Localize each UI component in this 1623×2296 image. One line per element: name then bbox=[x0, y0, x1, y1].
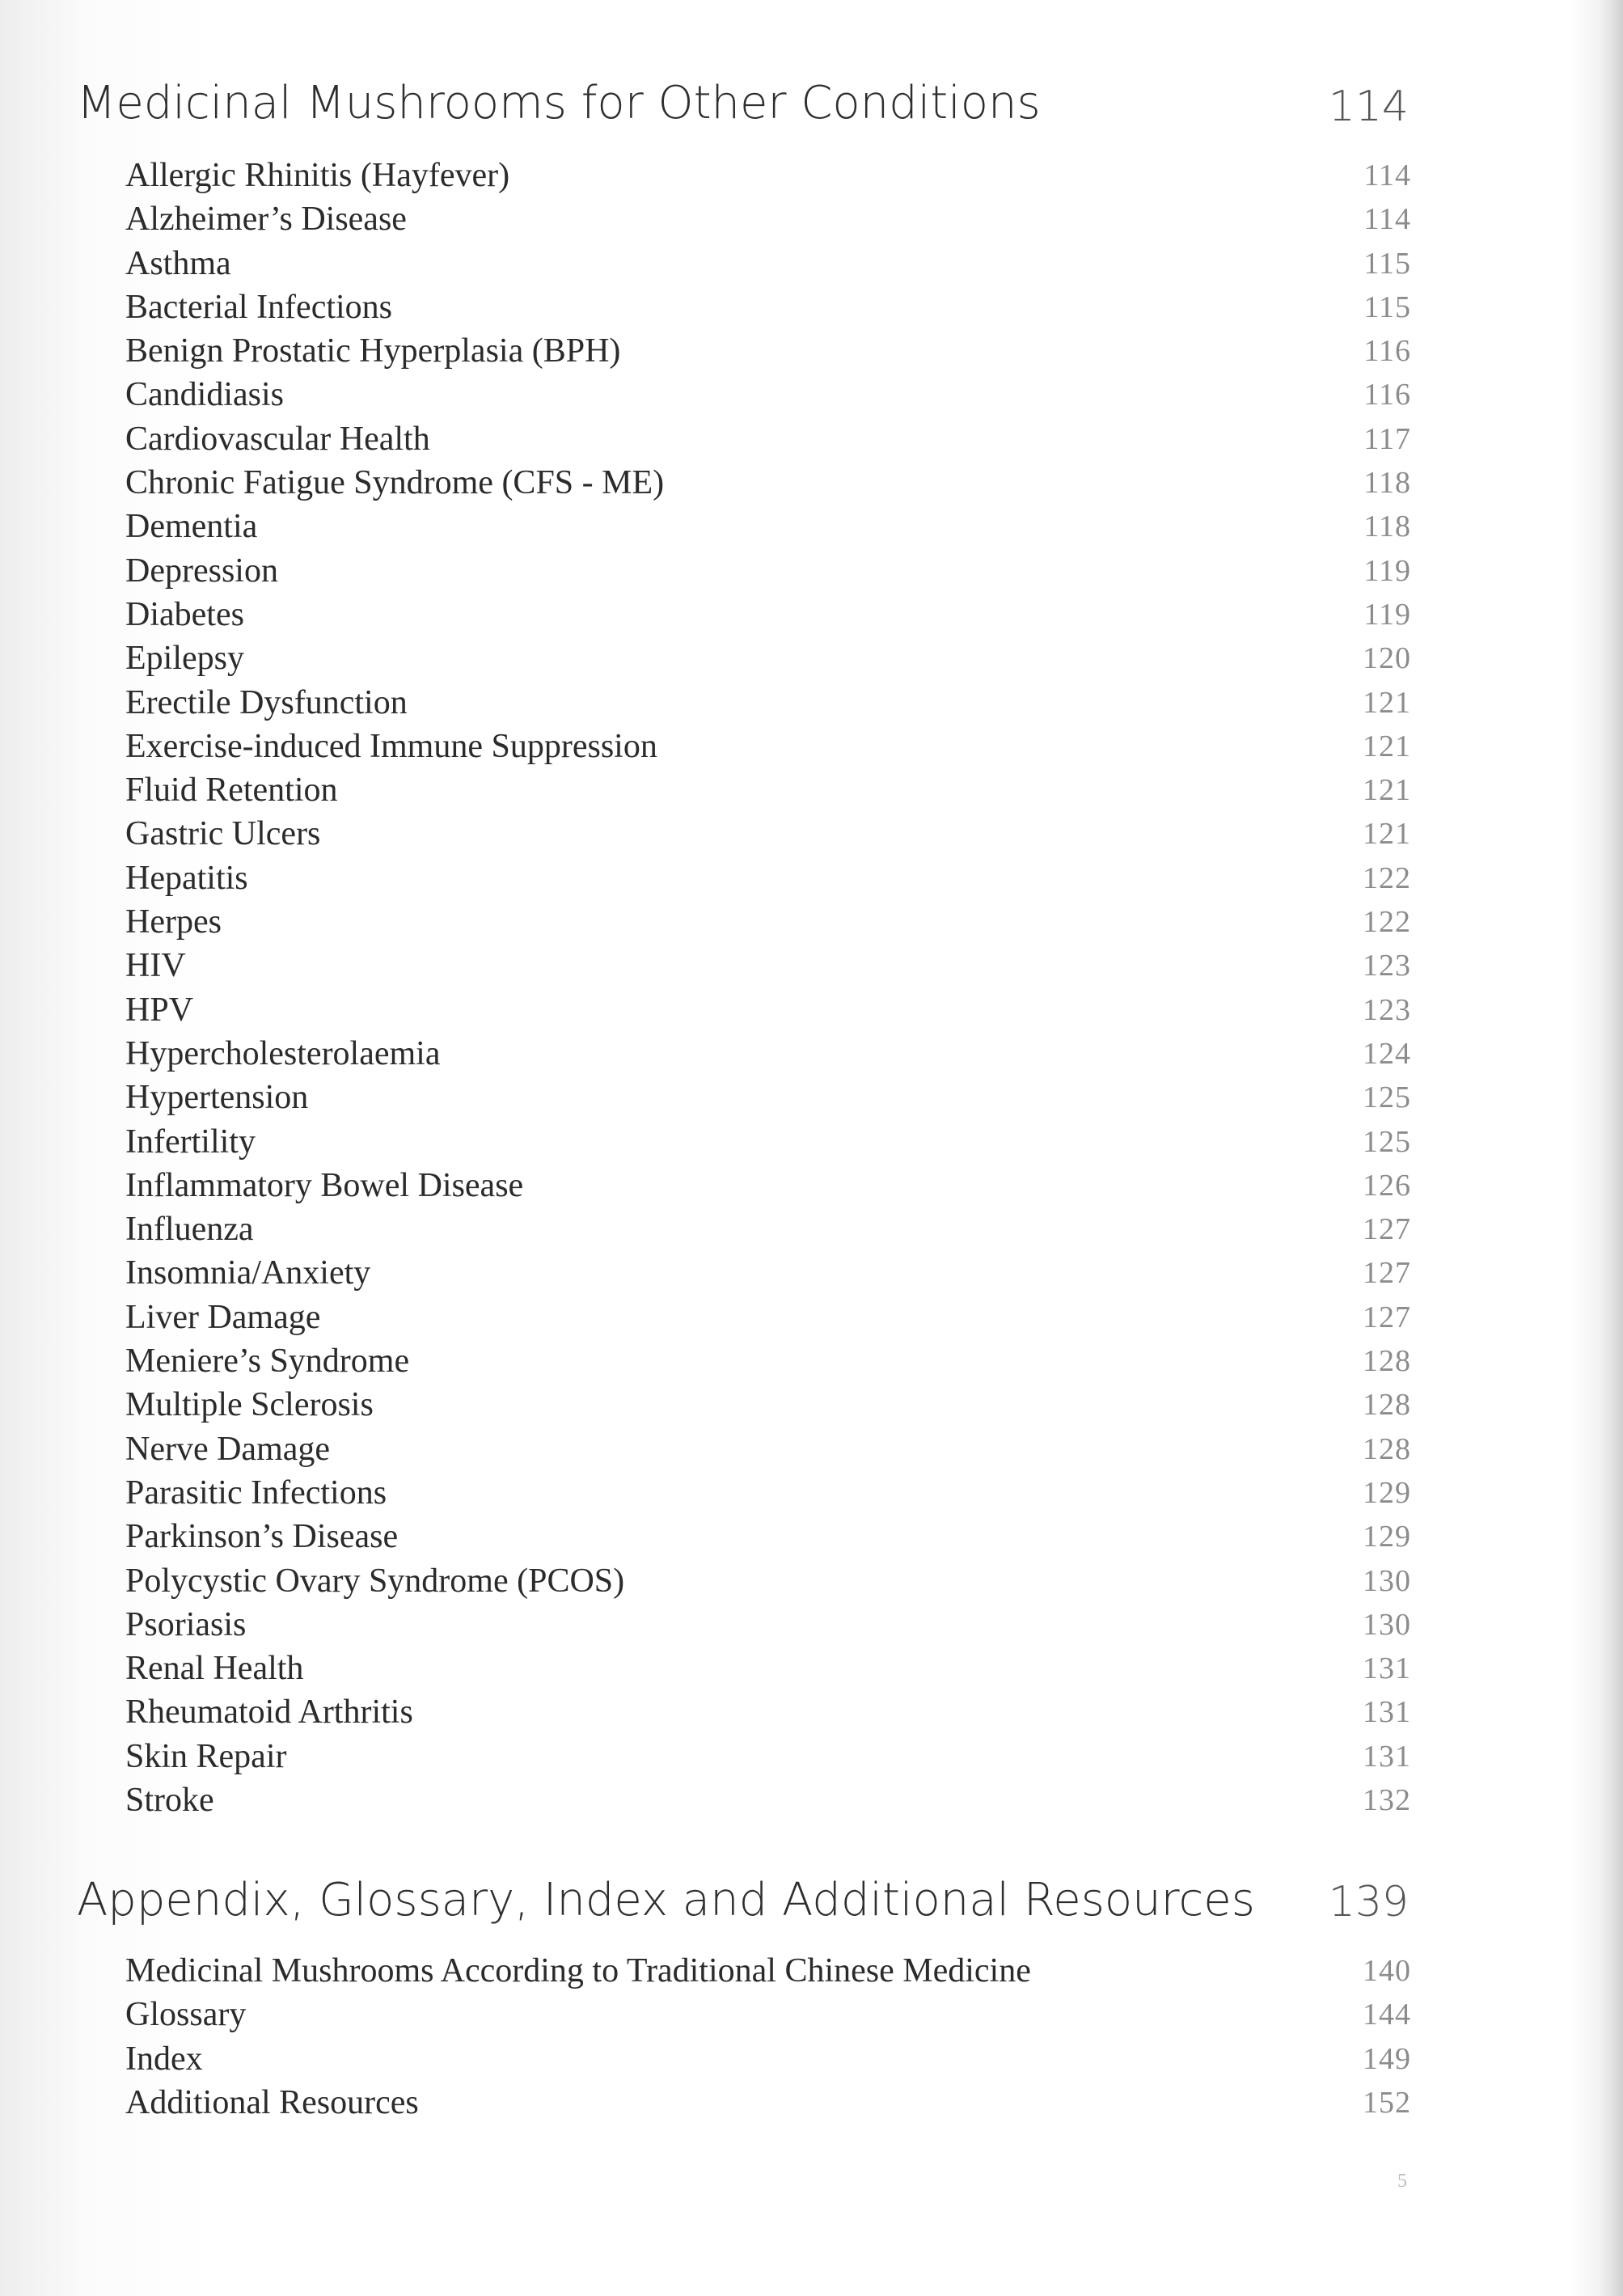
toc-entry-title: Glossary bbox=[125, 1996, 247, 2034]
toc-entry-title: Additional Resources bbox=[125, 2083, 419, 2121]
toc-entry-page: 129 bbox=[1363, 1520, 1411, 1554]
toc-entry-page: 123 bbox=[1363, 992, 1411, 1027]
toc-entry-title: Skin Repair bbox=[125, 1737, 287, 1775]
toc-entry-title: Benign Prostatic Hyperplasia (BPH) bbox=[125, 332, 621, 370]
toc-entry-page: 117 bbox=[1363, 421, 1411, 456]
toc-entry-title: Rheumatoid Arthritis bbox=[125, 1693, 413, 1732]
section-heading: Medicinal Mushrooms for Other Conditions bbox=[77, 77, 1041, 129]
toc-entry-title: Hepatitis bbox=[125, 859, 248, 897]
toc-entry-page: 123 bbox=[1363, 949, 1411, 983]
toc-entry bbox=[125, 197, 1411, 241]
toc-entry bbox=[125, 329, 1411, 373]
toc-entry-page: 127 bbox=[1363, 1256, 1411, 1291]
toc-entry-page: 152 bbox=[1363, 2085, 1411, 2120]
toc-entry bbox=[125, 1778, 1411, 1822]
toc-entry-page: 116 bbox=[1363, 378, 1411, 412]
toc-entry bbox=[125, 856, 1411, 900]
toc-entry bbox=[125, 681, 1411, 725]
toc-entry-title: Bacterial Infections bbox=[125, 288, 393, 326]
toc-entry bbox=[125, 154, 1411, 197]
toc-entry bbox=[125, 768, 1411, 812]
toc-entry-title: Influenza bbox=[125, 1211, 254, 1249]
section-heading: Appendix, Glossary, Index and Additional Resources bbox=[77, 1874, 1255, 1926]
toc-entry-title: Exercise-induced Immune Suppression bbox=[125, 727, 657, 765]
toc-entry-title: Allergic Rhinitis (Hayfever) bbox=[125, 157, 510, 194]
toc-entry bbox=[125, 1515, 1411, 1558]
toc-entry-page: 127 bbox=[1363, 1300, 1411, 1334]
toc-entry bbox=[125, 1207, 1411, 1251]
toc-entry-page: 119 bbox=[1363, 597, 1411, 632]
toc-entry-page: 128 bbox=[1363, 1344, 1411, 1379]
toc-entry-page: 121 bbox=[1363, 729, 1411, 763]
toc-entry-page: 128 bbox=[1363, 1388, 1411, 1423]
toc-entry-title: Candidiasis bbox=[125, 376, 284, 414]
toc-entry bbox=[125, 1251, 1411, 1295]
toc-entry-page: 122 bbox=[1363, 905, 1411, 940]
toc-entry-list bbox=[125, 154, 1411, 1822]
toc-entry bbox=[125, 988, 1411, 1032]
toc-entry-title: Gastric Ulcers bbox=[125, 815, 321, 853]
toc-entry bbox=[125, 1471, 1411, 1515]
toc-entry-title: Cardiovascular Health bbox=[125, 420, 430, 458]
toc-entry bbox=[125, 1690, 1411, 1734]
toc-entry-page: 121 bbox=[1363, 773, 1411, 808]
toc-entry-page: 130 bbox=[1363, 1607, 1411, 1642]
toc-entry-title: Polycystic Ovary Syndrome (PCOS) bbox=[125, 1562, 625, 1600]
toc-entry-title: Stroke bbox=[125, 1781, 214, 1819]
toc-entry-page: 149 bbox=[1363, 2041, 1411, 2076]
toc-entry-title: Herpes bbox=[125, 903, 222, 941]
section-page-number: 114 bbox=[1328, 82, 1409, 131]
toc-entry bbox=[125, 1339, 1411, 1383]
toc-entry bbox=[125, 1647, 1411, 1690]
toc-entry-page: 127 bbox=[1363, 1212, 1411, 1247]
toc-entry-page: 132 bbox=[1363, 1782, 1411, 1817]
toc-entry-title: Parkinson’s Disease bbox=[125, 1518, 399, 1556]
toc-entry bbox=[125, 373, 1411, 416]
toc-entry-title: Inflammatory Bowel Disease bbox=[125, 1166, 524, 1204]
toc-entry-page: 144 bbox=[1363, 1998, 1411, 2032]
toc-entry bbox=[125, 2081, 1411, 2125]
toc-entry-title: HPV bbox=[125, 991, 194, 1029]
toc-entry-title: Renal Health bbox=[125, 1650, 304, 1688]
toc-entry-title: Depression bbox=[125, 552, 278, 590]
toc-entry-title: HIV bbox=[125, 947, 186, 985]
toc-entry bbox=[125, 593, 1411, 636]
toc-entry bbox=[125, 1427, 1411, 1471]
toc-entry bbox=[125, 725, 1411, 768]
toc-entry-page: 120 bbox=[1363, 641, 1411, 676]
toc-entry-title: Asthma bbox=[125, 244, 231, 282]
toc-entry-page: 115 bbox=[1363, 246, 1411, 281]
toc-entry-page: 122 bbox=[1363, 860, 1411, 895]
toc-entry bbox=[125, 549, 1411, 593]
section-page-number: 139 bbox=[1328, 1878, 1409, 1926]
toc-entry bbox=[125, 1076, 1411, 1119]
toc-entry-page: 118 bbox=[1363, 466, 1411, 501]
toc-entry-title: Psoriasis bbox=[125, 1605, 247, 1643]
toc-entry bbox=[125, 1949, 1411, 1993]
toc-entry-page: 125 bbox=[1363, 1124, 1411, 1159]
toc-entry-page: 125 bbox=[1363, 1080, 1411, 1115]
toc-entry bbox=[125, 900, 1411, 944]
toc-entry-title: Erectile Dysfunction bbox=[125, 683, 408, 721]
toc-entry-page: 129 bbox=[1363, 1475, 1411, 1510]
toc-entry-title: Hypercholesterolaemia bbox=[125, 1034, 441, 1072]
toc-entry bbox=[125, 1383, 1411, 1427]
toc-entry-page: 131 bbox=[1363, 1739, 1411, 1774]
toc-entry-title: Alzheimer’s Disease bbox=[125, 201, 407, 239]
toc-entry-page: 118 bbox=[1363, 510, 1411, 544]
toc-entry-list bbox=[125, 1949, 1411, 2125]
toc-entry bbox=[125, 505, 1411, 548]
toc-entry-title: Multiple Sclerosis bbox=[125, 1386, 374, 1424]
toc-entry bbox=[125, 2037, 1411, 2081]
toc-entry-title: Diabetes bbox=[125, 595, 244, 633]
toc-entry-page: 115 bbox=[1363, 290, 1411, 324]
toc-entry bbox=[125, 285, 1411, 329]
toc-entry-page: 128 bbox=[1363, 1431, 1411, 1466]
toc-entry-page: 140 bbox=[1363, 1954, 1411, 1988]
toc-entry-page: 126 bbox=[1363, 1168, 1411, 1203]
toc-entry-page: 116 bbox=[1363, 334, 1411, 369]
toc-entry-page: 131 bbox=[1363, 1651, 1411, 1686]
toc-entry bbox=[125, 242, 1411, 285]
toc-entry-title: Dementia bbox=[125, 508, 258, 546]
toc-entry bbox=[125, 1993, 1411, 2036]
toc-entry-page: 130 bbox=[1363, 1563, 1411, 1598]
toc-entry-title: Hypertension bbox=[125, 1079, 309, 1117]
toc-entry-title: Chronic Fatigue Syndrome (CFS - ME) bbox=[125, 464, 665, 502]
toc-entry-page: 131 bbox=[1363, 1695, 1411, 1730]
toc-entry-page: 121 bbox=[1363, 685, 1411, 720]
toc-entry bbox=[125, 1735, 1411, 1778]
toc-entry-title: Nerve Damage bbox=[125, 1430, 331, 1468]
toc-entry-title: Meniere’s Syndrome bbox=[125, 1343, 410, 1381]
toc-entry-page: 114 bbox=[1363, 202, 1411, 237]
toc-entry-page: 119 bbox=[1363, 553, 1411, 588]
toc-entry bbox=[125, 944, 1411, 987]
toc-entry-title: Infertility bbox=[125, 1123, 256, 1161]
toc-entry-title: Epilepsy bbox=[125, 640, 244, 678]
toc-entry bbox=[125, 812, 1411, 856]
toc-entry-title: Liver Damage bbox=[125, 1298, 321, 1336]
page-folio: 5 bbox=[1397, 2171, 1407, 2192]
toc-entry bbox=[125, 636, 1411, 680]
toc-entry bbox=[125, 461, 1411, 505]
toc-entry bbox=[125, 1603, 1411, 1647]
toc-entry-title: Insomnia/Anxiety bbox=[125, 1254, 371, 1292]
toc-entry-page: 114 bbox=[1363, 159, 1411, 192]
toc-entry-page: 124 bbox=[1363, 1036, 1411, 1071]
toc-entry bbox=[125, 1164, 1411, 1207]
toc-entry-title: Index bbox=[125, 2040, 203, 2078]
toc-entry bbox=[125, 1296, 1411, 1339]
toc-entry-title: Parasitic Infections bbox=[125, 1474, 387, 1512]
toc-entry bbox=[125, 417, 1411, 461]
toc-entry bbox=[125, 1032, 1411, 1076]
toc-entry bbox=[125, 1559, 1411, 1603]
toc-entry-title: Fluid Retention bbox=[125, 772, 338, 810]
toc-entry bbox=[125, 1120, 1411, 1164]
toc-entry-page: 121 bbox=[1363, 817, 1411, 852]
toc-entry-title: Medicinal Mushrooms According to Traditional Chinese Medicine bbox=[125, 1952, 1031, 1989]
